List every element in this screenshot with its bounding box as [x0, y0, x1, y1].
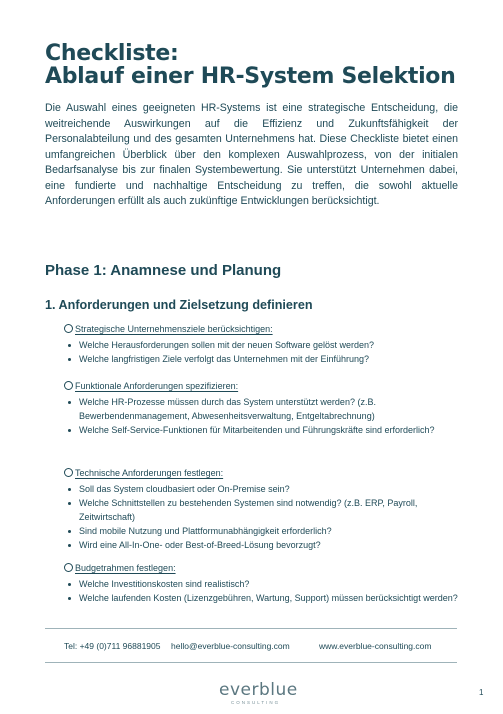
list-item: Welche Herausforderungen sollen mit der neuen Software gelöst werden?	[64, 338, 464, 352]
title-line-1: Checkliste:	[45, 41, 179, 66]
footer-divider-top	[45, 628, 457, 629]
phase-heading: Phase 1: Anamnese und Planung	[45, 262, 282, 279]
list-item: Welche laufenden Kosten (Lizenzgebühren, Wartung, Support) müssen berücksichtigt werden?	[64, 591, 464, 605]
footer-phone: Tel: +49 (0)711 96881905	[64, 641, 161, 651]
checklist-block-budget	[64, 562, 464, 605]
block-heading: Funktionale Anforderungen spezifizieren:	[75, 381, 239, 391]
bullet-list	[64, 577, 464, 605]
list-item: Welche Schnittstellen zu bestehenden Systemen sind notwendig? (z.B. ERP, Payroll, Zeitwirtschaft)	[64, 496, 464, 524]
list-item: Soll das System cloudbasiert oder On-Premise sein?	[64, 482, 464, 496]
bullet-list	[64, 482, 464, 552]
list-item: Wird eine All-In-One- oder Best-of-Breed-Lösung bevorzugt?	[64, 538, 464, 552]
block-heading: Technische Anforderungen festlegen:	[75, 468, 224, 478]
list-item: Welche HR-Prozesse müssen durch das System unterstützt werden? (z.B. Bewerbendenmanagement, Abwesenheitsverwaltung, Entgeltabrechnung)	[64, 395, 464, 423]
checkbox-circle-icon[interactable]	[64, 381, 73, 390]
intro-paragraph: Die Auswahl eines geeigneten HR-Systems ist eine strategische Entscheidung, die weitreichende Auswirkungen auf die Effizienz und Zukunftsfähigkeit der Personalabteilung und des gesamten Unternehmens hat. Diese Checkliste bietet einen umfangreichen Überblick über den komplexen Auswahlprozess, von der initialen Bedarfsanalyse bis zur finalen Systembewertung. Sie unterstützt Unternehmen dabei, eine fundierte und nachhaltige Entscheidung zu treffen, die sowohl aktuelle Anforderungen erfüllt als auch zukünftige Entwicklungen berücksichtigt.	[45, 102, 458, 207]
checkbox-circle-icon[interactable]	[64, 468, 73, 477]
bullet-list	[64, 338, 464, 366]
list-item: Sind mobile Nutzung und Plattformunabhängigkeit erforderlich?	[64, 524, 464, 538]
footer-divider-bottom	[45, 662, 457, 663]
logo-subtitle: CONSULTING	[231, 700, 281, 705]
block-heading: Strategische Unternehmensziele berücksichtigen:	[75, 324, 273, 334]
section-heading: 1. Anforderungen und Zielsetzung definieren	[45, 298, 313, 312]
block-heading: Budgetrahmen festlegen:	[75, 563, 176, 573]
footer-email[interactable]: hello@everblue-consulting.com	[171, 641, 290, 651]
list-item: Welche langfristigen Ziele verfolgt das Unternehmen mit der Einführung?	[64, 352, 464, 366]
list-item: Welche Investitionskosten sind realistisch?	[64, 577, 464, 591]
footer-website[interactable]: www.everblue-consulting.com	[319, 641, 432, 651]
list-item: Welche Self-Service-Funktionen für Mitarbeitenden und Führungskräfte sind erforderlich?	[64, 423, 464, 437]
checklist-block-technical	[64, 467, 464, 552]
checklist-block-strategic	[64, 323, 464, 366]
checkbox-circle-icon[interactable]	[64, 324, 73, 333]
document-title	[45, 42, 455, 88]
bullet-list	[64, 395, 464, 437]
checkbox-circle-icon[interactable]	[64, 563, 73, 572]
page-number: 1	[479, 688, 484, 697]
everblue-logo: everblue	[219, 680, 298, 700]
checklist-block-functional	[64, 380, 464, 437]
title-line-2: Ablauf einer HR-System Selektion	[45, 64, 456, 89]
